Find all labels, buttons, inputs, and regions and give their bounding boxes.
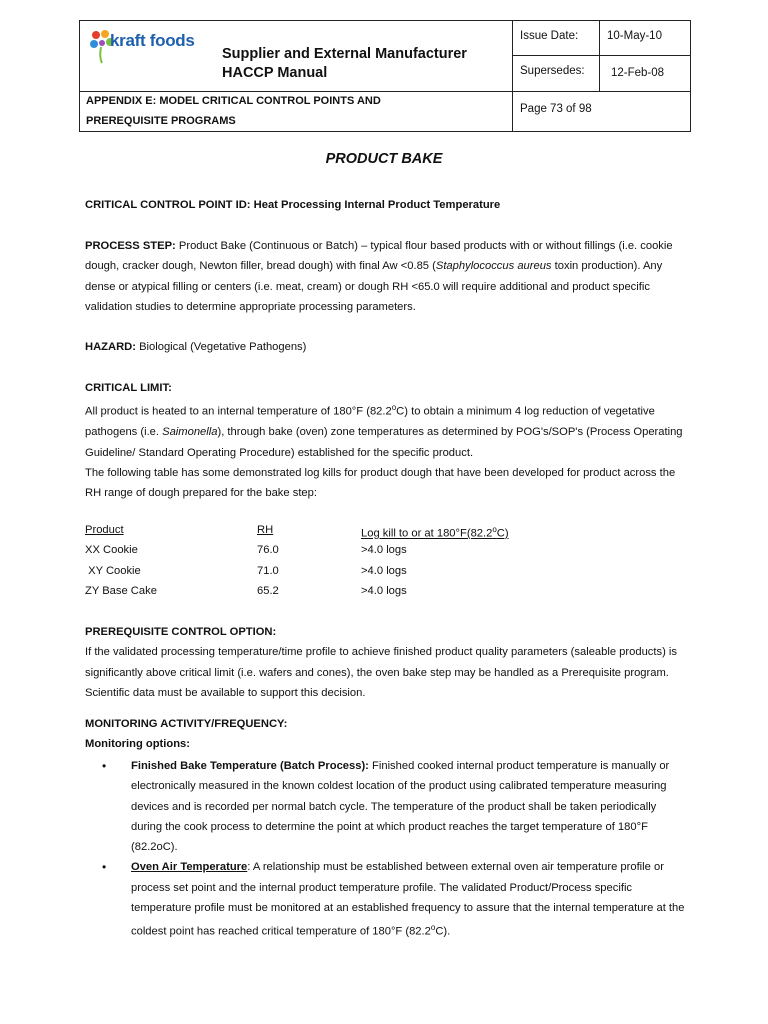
process-step-text-b: toxin production). Any dense or atypical filling or centers (i.e. meat, cream) or dough RH <65.0 will require additional and product specific validation studies to determine appropriate processing parameters.	[85, 260, 663, 313]
process-step-text-a: Product Bake (Continuous or Batch) – typical flour based products with or without fillings (i.e. cookie dough, cracker dough, Newton filler, bread dough) with final Aw <0.85 (	[85, 240, 673, 273]
ccp-text: Heat Processing Internal Product Temperature	[253, 199, 501, 211]
table-cell-log-kill: >4.0 logs	[361, 584, 407, 597]
bullet-text-b: C).	[435, 926, 451, 939]
page-number: Page 73 of 98	[520, 103, 592, 115]
degree-sup: o	[391, 403, 397, 413]
bullet-icon: •	[102, 759, 107, 773]
prereq-text: If the validated processing temperature/time profile to achieve finished product quality parameters (saleable products) is significantly above critical limit (i.e. wafers and cones), the oven bake step may be handled as a Prerequisite program. Scientific data must be available to support this decision.	[85, 646, 678, 699]
process-step-label: PROCESS STEP:	[85, 240, 176, 252]
degree-sup: o	[492, 525, 497, 534]
prereq-label: PREREQUISITE CONTROL OPTION:	[85, 626, 277, 638]
table-cell-product: XY Cookie	[85, 564, 141, 577]
table-cell-product: XX Cookie	[85, 544, 138, 557]
critical-limit-section	[85, 378, 690, 504]
doc-title: PRODUCT BAKE	[325, 151, 443, 167]
process-step-section	[85, 236, 690, 317]
issue-date-value: 10-May-10	[607, 30, 662, 42]
degree-sup: o	[430, 923, 436, 933]
critical-limit-p2: The following table has some demonstrated log kills for product dough that have been developed for product across the RH range of dough prepared for the bake step:	[85, 466, 676, 500]
bullet-icon: •	[102, 860, 107, 875]
header-divider	[512, 21, 513, 132]
ccp-label: CRITICAL CONTROL POINT ID:	[85, 199, 251, 211]
process-step-organism: Staphylococcus aureus	[435, 260, 552, 273]
header-title-line1: Supplier and External Manufacturer	[222, 46, 467, 62]
monitoring-section	[85, 714, 690, 755]
critical-limit-organism: Saimonella	[162, 426, 218, 439]
list-item	[85, 756, 690, 857]
bullet-text-a: : A relationship must be established between external oven air temperature profile or process set point and the internal product temperature profile. The validated Product/Process specific temperature profile must be monitored at an established frequency to assure that the internal temperature at the coldest point has reached critical temperature of 180°F (82.2	[131, 861, 685, 939]
list-item	[85, 857, 690, 942]
table-cell-rh: 76.0	[257, 544, 279, 557]
ccp-section	[85, 195, 690, 215]
critical-limit-p1	[85, 398, 690, 463]
supersedes-value: 12-Feb-08	[611, 67, 665, 79]
bullet-label: Finished Bake Temperature (Batch Process):	[131, 760, 369, 772]
critical-limit-p1-c: ), through bake (oven) zone temperatures as determined by POG's/SOP's (Process Operating Guideline/ Standard Operating Procedure) established for the specific product.	[85, 426, 683, 459]
critical-limit-p1-b: C) to obtain a minimum 4 log reduction of vegetative pathogens (i.e.	[85, 406, 655, 439]
bullet-label: Oven Air Temperature	[131, 861, 248, 874]
critical-limit-label: CRITICAL LIMIT:	[85, 382, 172, 394]
hazard-label: HAZARD:	[85, 341, 136, 353]
header-title-line2: HACCP Manual	[222, 65, 328, 81]
table-cell-rh: 71.0	[257, 564, 279, 577]
header-title	[222, 45, 467, 83]
supersedes-label: Supersedes:	[520, 65, 585, 77]
header-divider	[599, 21, 600, 91]
table-cell-log-kill: >4.0 logs	[361, 564, 407, 577]
bullet-text: Finished cooked internal product temperature is manually or electronically measured in the known coldest location of the product using calibrated temperature measuring devices and is recorded per normal batch cycle. The temperature of the product shall be taken periodically during the cook process to determine the point at which product reaches the target temperature of 180°F (82.2oC).	[131, 760, 670, 854]
monitoring-sub-label: Monitoring options:	[85, 738, 191, 751]
table-cell-rh: 65.2	[257, 584, 279, 597]
table-cell-log-kill: >4.0 logs	[361, 544, 407, 557]
table-header-rh: RH	[257, 524, 274, 536]
header-divider	[512, 55, 690, 56]
table-header-log-kill-a: Log kill to or at 180°F(82.2	[361, 527, 493, 540]
hazard-section	[85, 337, 690, 357]
table-cell-product: ZY Base Cake	[85, 584, 157, 597]
monitoring-options-list	[85, 756, 690, 942]
logo-text: kraft foods	[110, 31, 195, 50]
header-box	[79, 20, 691, 132]
critical-limit-p1-a: All product is heated to an internal temperature of 180°F (82.2	[85, 406, 392, 419]
appendix-line1: APPENDIX E: MODEL CRITICAL CONTROL POINTS AND	[86, 95, 381, 107]
appendix-line2: PREREQUISITE PROGRAMS	[86, 115, 236, 127]
table-header-product: Product	[85, 524, 124, 536]
monitoring-label: MONITORING ACTIVITY/FREQUENCY:	[85, 718, 288, 730]
prereq-section	[85, 622, 690, 703]
appendix-title	[86, 91, 381, 131]
hazard-text: Biological (Vegetative Pathogens)	[139, 341, 307, 353]
issue-date-label: Issue Date:	[520, 30, 579, 42]
table-header-log-kill-b: C)	[496, 527, 509, 540]
